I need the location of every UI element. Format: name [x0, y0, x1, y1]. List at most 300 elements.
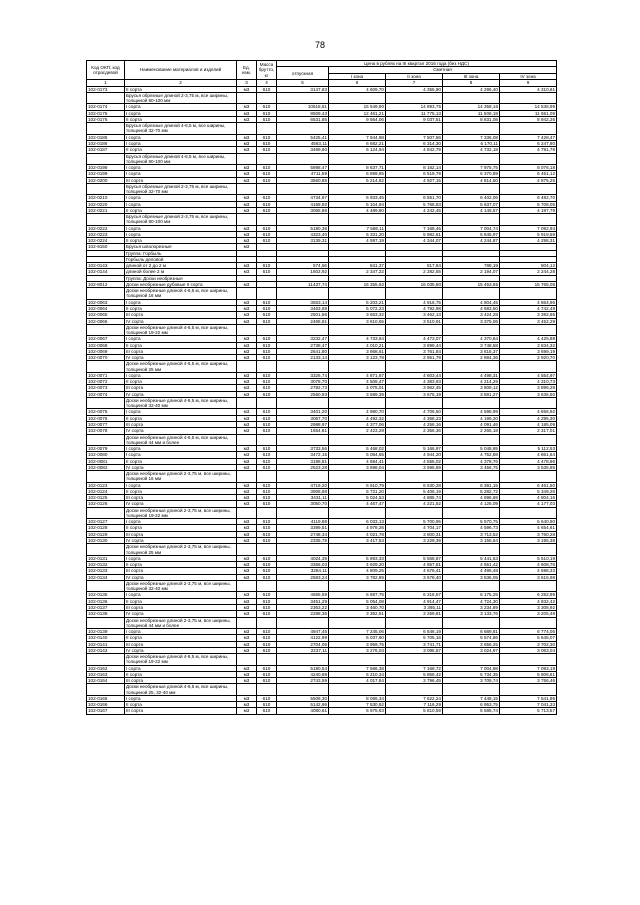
table-row — [87, 269, 557, 275]
row-code: 102-0135 — [87, 592, 125, 598]
empty-cell — [500, 544, 557, 555]
row-zone-4-price: 5 645,07 — [500, 635, 557, 641]
row-zone-4-price: 5 112,53 — [500, 445, 557, 451]
row-release-price: 1602,92 — [277, 269, 329, 275]
row-release-price: 3463,69 — [277, 305, 329, 311]
row-zone-1-price: 4 978,26 — [329, 525, 386, 531]
row-release-price: 3451,29 — [277, 598, 329, 604]
row-zone-4-price: 7 093,19 — [500, 665, 557, 671]
empty-cell — [386, 92, 443, 103]
row-zone-2-price: 3 675,19 — [386, 391, 443, 397]
empty-cell — [500, 361, 557, 372]
row-zone-4-price: 11 651,09 — [500, 110, 557, 116]
row-unit: м3 — [237, 678, 257, 684]
row-zone-2-price: 5 868,42 — [386, 671, 443, 677]
row-zone-2-price: 11 775,13 — [386, 110, 443, 116]
row-name: III сорта — [125, 604, 237, 610]
column-index: 6 — [329, 80, 386, 86]
empty-cell — [237, 123, 257, 134]
row-code: 102-0132 — [87, 562, 125, 568]
row-zone-4-price: 2 244,28 — [500, 269, 557, 275]
empty-cell — [87, 580, 125, 591]
row-zone-2-price: 3 259,81 — [386, 611, 443, 617]
row-unit: м3 — [237, 281, 257, 287]
row-zone-3-price: 4 596,73 — [443, 525, 500, 531]
row-name: I сорта — [125, 409, 237, 415]
row-zone-3-price: 3 155,64 — [443, 538, 500, 544]
row-release-price: 2782,73 — [277, 385, 329, 391]
empty-cell — [237, 397, 257, 408]
row-code: 102-0140 — [87, 635, 125, 641]
row-unit: м3 — [237, 238, 257, 244]
empty-cell — [329, 471, 386, 482]
empty-cell — [257, 153, 277, 164]
row-name: II сорта — [125, 635, 237, 641]
row-zone-1-price: 5 054,08 — [329, 598, 386, 604]
row-name: IV сорта — [125, 501, 237, 507]
row-zone-4-price: 2 317,01 — [500, 428, 557, 434]
empty-cell — [87, 183, 125, 194]
empty-cell — [500, 507, 557, 518]
row-mass: 610 — [257, 488, 277, 494]
empty-cell — [443, 324, 500, 335]
row-zone-4-price: 3 616,98 — [500, 574, 557, 580]
row-unit: м3 — [237, 116, 257, 122]
group-title: Доски необрезные длиной 2-3,75 м, все ширины, толщиной 44 мм и более — [125, 617, 237, 628]
row-unit: м3 — [237, 641, 257, 647]
row-zone-1-price: 4 597,19 — [329, 238, 386, 244]
row-name: III сорта — [125, 495, 237, 501]
section-title: Группа: Доски необрезные — [125, 275, 237, 281]
group-title: Доски необрезные длиной 2-3,75 м, все ширины, толщиной 32-40 мм — [125, 580, 237, 591]
row-zone-3-price: 4 125,09 — [443, 501, 500, 507]
row-unit: м3 — [237, 207, 257, 213]
row-zone-1-price: 4 609,70 — [329, 86, 386, 92]
row-zone-4-price: 6 774,05 — [500, 628, 557, 634]
row-name: II сорта — [125, 207, 237, 213]
row-release-price: 5180,54 — [277, 665, 329, 671]
group-title: Доски необрезные длиной 4-6,5 м, все ширины, толщиной 16 мм — [125, 288, 237, 299]
row-name: Доски необрезные дубовые II сорта — [125, 281, 237, 287]
empty-cell — [257, 214, 277, 225]
row-zone-4-price: 6 482,70 — [500, 195, 557, 201]
row-zone-3-price: 4 724,30 — [443, 598, 500, 604]
row-name: IV сорта — [125, 464, 237, 470]
row-unit: м3 — [237, 299, 257, 305]
empty-cell — [329, 397, 386, 408]
row-release-price: 3733,56 — [277, 445, 329, 451]
row-zone-1-price: 4 871,67 — [329, 372, 386, 378]
row-name: II сорта — [125, 458, 237, 464]
row-zone-1-price: 3 276,03 — [329, 647, 386, 653]
row-release-price: 4080,61 — [277, 708, 329, 714]
row-mass: 610 — [257, 238, 277, 244]
empty-cell — [329, 92, 386, 103]
row-zone-4-price: 5 919,59 — [500, 231, 557, 237]
row-unit: м3 — [237, 538, 257, 544]
row-zone-4-price: 4 478,96 — [500, 458, 557, 464]
row-zone-3-price: 3 456,75 — [443, 464, 500, 470]
row-zone-4-price: 8 076,18 — [500, 164, 557, 170]
empty-cell — [87, 123, 125, 134]
row-unit: м3 — [237, 372, 257, 378]
group-title: Доски необрезные длиной 4-6,5 м, все ширины, толщиной 32-40 мм — [125, 397, 237, 408]
empty-cell — [386, 544, 443, 555]
row-name: I сорта — [125, 628, 237, 634]
row-release-price: 3499,60 — [277, 147, 329, 153]
row-name: I сорта — [125, 231, 237, 237]
empty-cell — [443, 580, 500, 591]
header-release: отпускная — [277, 67, 329, 80]
empty-cell — [87, 92, 125, 103]
group-row — [87, 361, 557, 372]
row-zone-4-price: 3 756,46 — [500, 678, 557, 684]
row-mass: 610 — [257, 458, 277, 464]
empty-cell — [87, 617, 125, 628]
empty-cell — [443, 471, 500, 482]
empty-cell — [443, 397, 500, 408]
row-release-price: 3050,70 — [277, 501, 329, 507]
row-unit: м3 — [237, 598, 257, 604]
row-unit: м3 — [237, 355, 257, 361]
empty-cell — [237, 507, 257, 518]
row-unit: м3 — [237, 665, 257, 671]
column-index: 4 — [257, 80, 277, 86]
empty-cell — [87, 507, 125, 518]
row-zone-4-price: 3 636,50 — [500, 391, 557, 397]
row-code: 102-0068 — [87, 342, 125, 348]
row-mass: 610 — [257, 525, 277, 531]
row-mass: 610 — [257, 678, 277, 684]
empty-cell — [277, 617, 329, 628]
row-zone-4-price: 3 392,65 — [500, 312, 557, 318]
row-unit: м3 — [237, 348, 257, 354]
row-unit: м3 — [237, 244, 257, 250]
row-zone-3-price: 2 884,36 — [443, 355, 500, 361]
empty-cell — [443, 288, 500, 299]
row-zone-2-price: 4 792,98 — [386, 305, 443, 311]
row-name: III сорта — [125, 421, 237, 427]
row-name: IV сорта — [125, 647, 237, 653]
row-unit: м3 — [237, 263, 257, 269]
table-row — [87, 281, 557, 287]
row-zone-3-price: 2 265,18 — [443, 428, 500, 434]
row-name: II сорта — [125, 415, 237, 421]
empty-cell — [87, 684, 125, 695]
row-zone-2-price: 5 705,16 — [386, 635, 443, 641]
group-row — [87, 324, 557, 335]
group-row — [87, 183, 557, 194]
row-unit: м3 — [237, 269, 257, 275]
group-row — [87, 123, 557, 134]
row-zone-2-price: 5 568,87 — [386, 555, 443, 561]
empty-cell — [500, 153, 557, 164]
row-release-price: 5508,30 — [277, 695, 329, 701]
row-unit: м3 — [237, 452, 257, 458]
empty-cell — [257, 434, 277, 445]
header-unit: Ед. изм. — [237, 61, 257, 80]
empty-cell — [277, 580, 329, 591]
row-mass: 610 — [257, 372, 277, 378]
empty-cell — [277, 397, 329, 408]
row-code: 102-0210 — [87, 195, 125, 201]
row-unit: м3 — [237, 501, 257, 507]
row-release-price: 574,56 — [277, 263, 329, 269]
row-zone-2-price: 4 242,45 — [386, 207, 443, 213]
empty-cell — [237, 92, 257, 103]
empty-cell — [257, 288, 277, 299]
row-unit: м3 — [237, 611, 257, 617]
empty-cell — [237, 684, 257, 695]
row-unit: м3 — [237, 519, 257, 525]
row-name: IV сорта — [125, 538, 237, 544]
row-zone-2-price: 4 344,07 — [386, 238, 443, 244]
row-zone-4-price: 3 760,28 — [500, 531, 557, 537]
row-release-price: 2583,24 — [277, 574, 329, 580]
row-zone-2-price: 4 221,52 — [386, 501, 443, 507]
empty-cell — [237, 617, 257, 628]
empty-cell — [500, 123, 557, 134]
row-zone-3-price: 11 506,18 — [443, 110, 500, 116]
row-zone-1-price: 3 123,78 — [329, 355, 386, 361]
empty-cell — [277, 471, 329, 482]
empty-cell — [386, 361, 443, 372]
row-zone-1-price: 5 214,62 — [329, 177, 386, 183]
row-code: 102-0081 — [87, 458, 125, 464]
row-zone-4-price: 4 598,33 — [500, 568, 557, 574]
row-mass: 610 — [257, 519, 277, 525]
row-unit: м3 — [237, 574, 257, 580]
row-zone-1-price: 12 461,21 — [329, 110, 386, 116]
group-title: Доски необрезные длиной 4-6,5 м, все ширины, толщиной 25, 32-40 мм — [125, 684, 237, 695]
row-mass: 610 — [257, 147, 277, 153]
row-zone-2-price: 6 551,70 — [386, 195, 443, 201]
row-zone-3-price: 3 424,28 — [443, 312, 500, 318]
row-zone-3-price: 7 448,15 — [443, 695, 500, 701]
row-zone-3-price: 4 752,88 — [443, 452, 500, 458]
group-title: Горбыль деловой — [125, 256, 237, 262]
row-mass: 610 — [257, 695, 277, 701]
row-code: 102-0164 — [87, 678, 125, 684]
row-release-price: 4563,11 — [277, 140, 329, 146]
row-mass: 610 — [257, 379, 277, 385]
empty-cell — [386, 397, 443, 408]
row-zone-1-price: 4 929,20 — [329, 562, 386, 568]
empty-cell — [277, 684, 329, 695]
row-mass: 610 — [257, 604, 277, 610]
row-mass: 610 — [257, 336, 277, 342]
row-release-price: 2363,22 — [277, 604, 329, 610]
row-code: 102-0136 — [87, 598, 125, 604]
row-code: 102-0137 — [87, 604, 125, 610]
row-zone-1-price: 7 586,38 — [329, 665, 386, 671]
row-unit: м3 — [237, 164, 257, 170]
row-mass: 610 — [257, 574, 277, 580]
row-zone-4-price: 7 041,33 — [500, 702, 557, 708]
row-zone-4-price: 5 640,90 — [500, 519, 557, 525]
row-code: 102-0078 — [87, 428, 125, 434]
empty-cell — [257, 324, 277, 335]
row-zone-3-price: 7 004,98 — [443, 665, 500, 671]
row-release-price: 2743,59 — [277, 678, 329, 684]
row-zone-4-price: 4 177,03 — [500, 501, 557, 507]
group-title: Доски необрезные длиной 2-3,75 м, все ширины, толщиной 16 мм — [125, 471, 237, 482]
row-name: II сорта — [125, 305, 237, 311]
row-zone-2-price: 817,84 — [386, 263, 443, 269]
empty-cell — [386, 153, 443, 164]
row-zone-2-price: 3 796,45 — [386, 678, 443, 684]
row-zone-3-price: 3 536,05 — [443, 574, 500, 580]
empty-cell — [386, 684, 443, 695]
header-price-group: Цена в рублях на III квартал 2016 года (без НДС) — [277, 61, 557, 67]
row-unit: м3 — [237, 647, 257, 653]
row-zone-4-price: 3 699,19 — [500, 348, 557, 354]
row-zone-1-price: 4 377,06 — [329, 421, 386, 427]
row-zone-2-price: 3 741,71 — [386, 641, 443, 647]
row-code: 102-0221 — [87, 207, 125, 213]
empty-cell — [329, 123, 386, 134]
row-mass: 610 — [257, 464, 277, 470]
empty-cell — [386, 288, 443, 299]
row-zone-2-price: 9 037,51 — [386, 116, 443, 122]
row-zone-3-price: 6 402,06 — [443, 195, 500, 201]
row-zone-4-price: 2 920,70 — [500, 355, 557, 361]
empty-cell — [277, 434, 329, 445]
row-zone-3-price: 4 814,50 — [443, 177, 500, 183]
row-zone-4-price: 4 298,31 — [500, 238, 557, 244]
row-zone-2-price: 2 951,79 — [386, 355, 443, 361]
table-header — [87, 61, 557, 87]
row-zone-3-price: 7 336,08 — [443, 134, 500, 140]
row-zone-1-price: 3 868,61 — [329, 348, 386, 354]
empty-cell — [87, 434, 125, 445]
row-zone-4-price: 3 452,29 — [500, 318, 557, 324]
group-row — [87, 544, 557, 555]
row-zone-3-price: 6 953,75 — [443, 702, 500, 708]
row-mass: 610 — [257, 110, 277, 116]
empty-cell — [386, 214, 443, 225]
row-zone-4-price: 4 554,97 — [500, 372, 557, 378]
row-zone-2-price: 4 885,74 — [386, 495, 443, 501]
empty-cell — [277, 654, 329, 665]
row-name: II сорта — [125, 702, 237, 708]
group-row — [87, 684, 557, 695]
row-name: I сорта — [125, 336, 237, 342]
row-name: Брусья шпалорезные — [125, 244, 237, 250]
row-zone-3-price: 3 616,37 — [443, 348, 500, 354]
table-row — [87, 708, 557, 714]
row-zone-4-price: 3 308,92 — [500, 604, 557, 610]
group-row — [87, 214, 557, 225]
row-release-price: 3908,88 — [277, 488, 329, 494]
empty-cell — [329, 434, 386, 445]
row-unit: м3 — [237, 225, 257, 231]
empty-cell — [87, 471, 125, 482]
row-release-price: 2704,06 — [277, 641, 329, 647]
row-mass: 610 — [257, 116, 277, 122]
row-name: III сорта — [125, 678, 237, 684]
row-mass: 610 — [257, 231, 277, 237]
row-release-price: 2748,34 — [277, 531, 329, 537]
row-name: I сорта — [125, 452, 237, 458]
row-release-price: 1654,81 — [277, 428, 329, 434]
row-zone-4-price: 7 541,95 — [500, 695, 557, 701]
row-zone-3-price: 3 713,52 — [443, 531, 500, 537]
group-title: Доски необрезные длиной 4-6,5 м, все ширины, толщиной 19-22 мм — [125, 324, 237, 335]
row-unit: м3 — [237, 171, 257, 177]
row-mass: 610 — [257, 708, 277, 714]
row-mass: 610 — [257, 263, 277, 269]
row-release-price: 3232,47 — [277, 336, 329, 342]
row-mass: 610 — [257, 555, 277, 561]
header-zone-2: II зона — [386, 73, 443, 79]
row-zone-3-price: 4 804,45 — [443, 299, 500, 305]
row-code: 102-0082 — [87, 464, 125, 470]
row-code: 102-0134 — [87, 574, 125, 580]
row-zone-4-price: 6 247,80 — [500, 140, 557, 146]
group-row — [87, 580, 557, 591]
price-table — [86, 60, 557, 715]
row-code: 102-0142 — [87, 647, 125, 653]
row-zone-4-price: 4 832,42 — [500, 598, 557, 604]
row-mass: 610 — [257, 415, 277, 421]
row-zone-2-price: 3 899,44 — [386, 342, 443, 348]
row-mass: 610 — [257, 635, 277, 641]
row-name: II сорта — [125, 525, 237, 531]
row-zone-1-price: 8 066,34 — [329, 695, 386, 701]
row-name: II сорта — [125, 116, 237, 122]
row-zone-1-price: 7 944,98 — [329, 134, 386, 140]
empty-cell — [277, 507, 329, 518]
row-unit: м3 — [237, 531, 257, 537]
empty-cell — [500, 324, 557, 335]
empty-cell — [237, 361, 257, 372]
column-index: 7 — [386, 80, 443, 86]
row-unit: м3 — [237, 555, 257, 561]
group-row — [87, 288, 557, 299]
empty-cell — [443, 434, 500, 445]
row-mass: 610 — [257, 665, 277, 671]
row-code: 102-0129 — [87, 531, 125, 537]
row-zone-3-price: 5 574,86 — [443, 635, 500, 641]
row-release-price: 4122,99 — [277, 635, 329, 641]
row-mass: 610 — [257, 201, 277, 207]
row-name: I сорта — [125, 171, 237, 177]
row-mass: 610 — [257, 452, 277, 458]
row-zone-1-price: 6 682,21 — [329, 140, 386, 146]
row-zone-4-price: 804,12 — [500, 263, 557, 269]
empty-cell — [277, 544, 329, 555]
row-code: 102-0175 — [87, 110, 125, 116]
row-code: 102-0126 — [87, 501, 125, 507]
empty-cell — [386, 324, 443, 335]
row-code: 102-0200 — [87, 177, 125, 183]
row-mass: 610 — [257, 385, 277, 391]
empty-cell — [386, 507, 443, 518]
row-unit: м3 — [237, 695, 257, 701]
empty-cell — [329, 183, 386, 194]
row-unit: м3 — [237, 592, 257, 598]
row-zone-2-price: 6 530,28 — [386, 482, 443, 488]
row-unit: м3 — [237, 342, 257, 348]
row-zone-1-price: 4 021,78 — [329, 531, 386, 537]
row-unit: м3 — [237, 421, 257, 427]
row-zone-2-price: 7 507,56 — [386, 134, 443, 140]
row-zone-3-price: 7 975,75 — [443, 164, 500, 170]
row-zone-4-price: 3 535,85 — [500, 464, 557, 470]
row-unit: м3 — [237, 604, 257, 610]
empty-cell — [257, 507, 277, 518]
